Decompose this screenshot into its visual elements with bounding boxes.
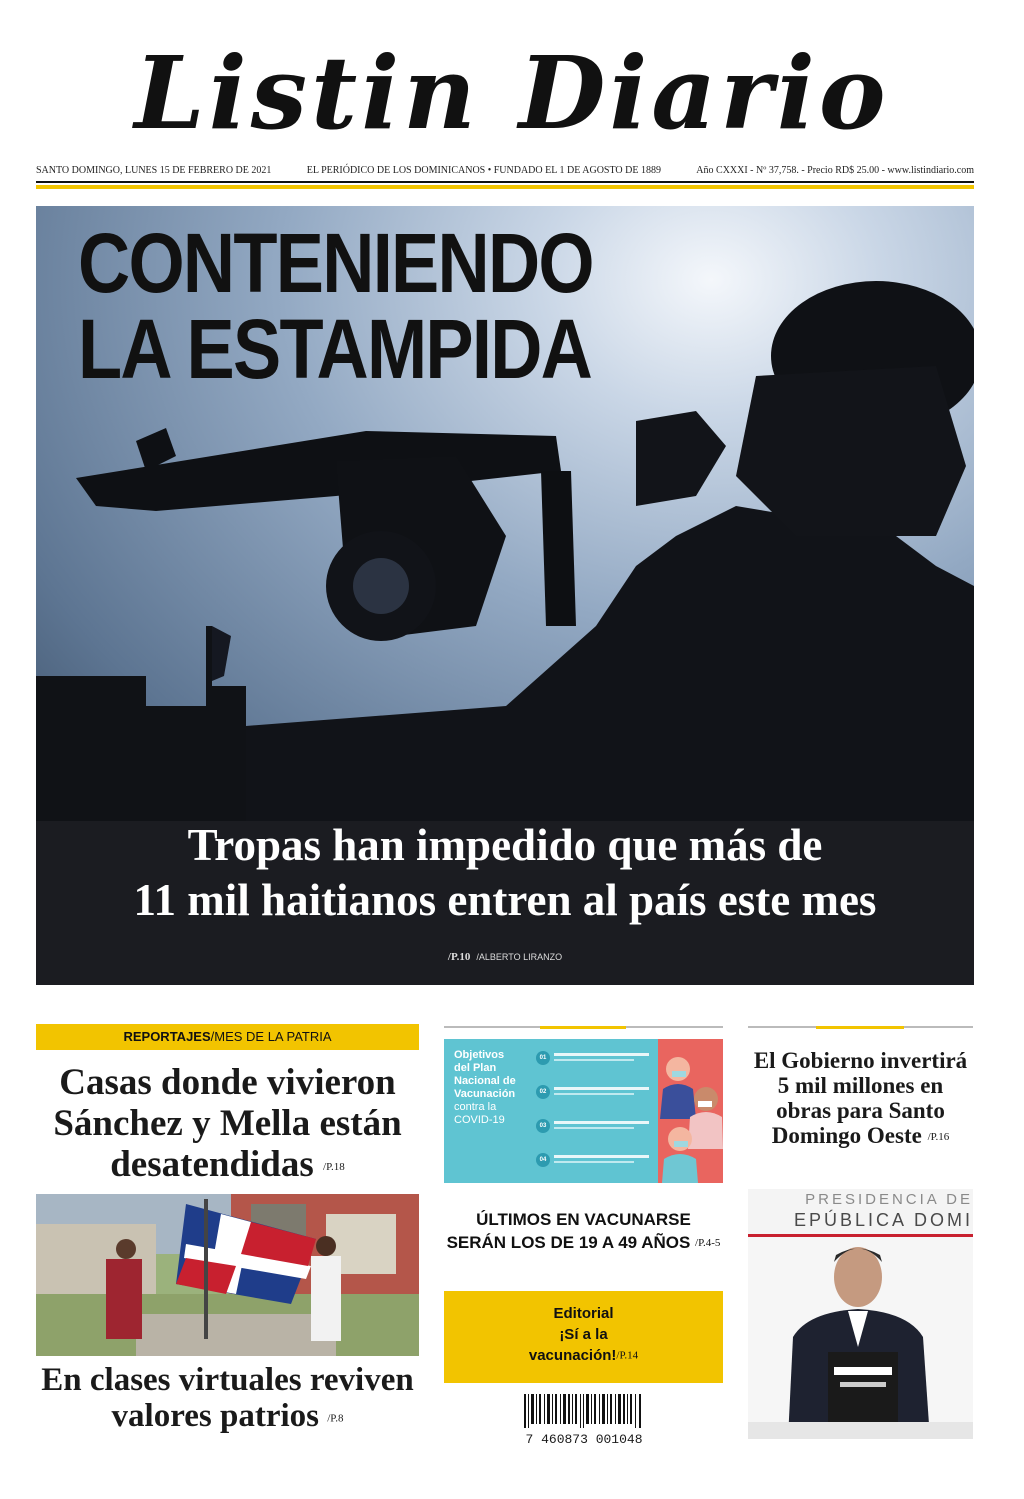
- barcode-number: 7 460873 001048: [525, 1432, 643, 1447]
- kicker-topic: /MES DE LA PATRIA: [210, 1029, 332, 1044]
- masthead-rule: [36, 181, 974, 183]
- infographic-title-6: COVID-19: [454, 1114, 505, 1126]
- left-page-ref: /P.18: [323, 1161, 345, 1174]
- right-page-ref: /P.16: [927, 1131, 950, 1144]
- lead-page-ref[interactable]: /P.10: [447, 951, 471, 963]
- infographic-title-4: Vacunación: [454, 1088, 516, 1100]
- lead-headline-line2: LA ESTAMPIDA: [78, 302, 592, 396]
- left-story-headline[interactable]: [36, 1062, 419, 1188]
- masthead-accent-rule: [36, 185, 974, 189]
- middle-column-accent: [540, 1026, 626, 1029]
- right-story-headline[interactable]: [748, 1048, 973, 1150]
- masthead-title: Listin Diario: [134, 34, 890, 152]
- objective-number: 01: [536, 1051, 550, 1065]
- infographic-objectives-list: [536, 1047, 656, 1177]
- infographic-title-1: Objetivos: [454, 1049, 505, 1061]
- editorial-box[interactable]: [444, 1291, 723, 1383]
- middle-story-headline[interactable]: [444, 1208, 723, 1255]
- lead-headline: [78, 216, 593, 396]
- masthead-info-bar: [36, 163, 974, 177]
- lead-subhead-line2: 11 mil haitianos entren al país este mes: [133, 875, 877, 925]
- lead-credit: [36, 951, 974, 963]
- middle-headline-line2: SERÁN LOS DE 19 A 49 AÑOS: [446, 1233, 691, 1252]
- left-story2-headline[interactable]: [36, 1362, 419, 1436]
- photo-credit: /ALBERTO LIRANZO: [476, 952, 563, 962]
- issue-info: Año CXXXI - Nº 37,758. - Precio RD$ 25.00 - www.listindiario.com: [696, 164, 974, 176]
- middle-page-ref: /P.4-5: [695, 1237, 721, 1250]
- tagline: EL PERIÓDICO DE LOS DOMINICANOS • FUNDADO EL 1 DE AGOSTO DE 1889: [306, 164, 661, 176]
- objective-number: 02: [536, 1085, 550, 1099]
- left-page-ref2: /P.8: [327, 1412, 344, 1425]
- editorial-line2: vacunación!: [528, 1347, 617, 1364]
- objective-number: 03: [536, 1119, 550, 1133]
- flag-ceremony-photo: [36, 1194, 419, 1356]
- right-column-accent: [816, 1026, 904, 1029]
- editorial-page-ref: /P.14: [616, 1349, 639, 1362]
- barcode: [522, 1394, 646, 1447]
- left-headline2-text: En clases virtuales reviven valores patrios: [41, 1362, 414, 1434]
- lead-headline-line1: CONTENIENDO: [78, 216, 593, 310]
- photo-backdrop-line2: EPÚBLICA DOMI: [793, 1210, 973, 1230]
- editorial-label: Editorial: [553, 1305, 614, 1322]
- kicker-section: REPORTAJES: [123, 1029, 211, 1044]
- vaccination-plan-infographic[interactable]: [444, 1039, 723, 1183]
- lead-subhead: [36, 818, 974, 928]
- infographic-title: [454, 1049, 539, 1127]
- left-headline-text: Casas donde vivieron Sánchez y Mella están desatendidas: [53, 1062, 402, 1185]
- barcode-bars: [522, 1394, 646, 1428]
- infographic-title-3: Nacional de: [454, 1075, 516, 1087]
- date-line: SANTO DOMINGO, LUNES 15 DE FEBRERO DE 2021: [36, 164, 272, 176]
- middle-headline-line1: ÚLTIMOS EN VACUNARSE: [476, 1210, 691, 1229]
- section-kicker: [36, 1024, 419, 1050]
- lead-story[interactable]: [36, 206, 974, 985]
- president-photo: [748, 1189, 973, 1439]
- infographic-title-5: contra la: [454, 1101, 497, 1113]
- photo-backdrop-line1: PRESIDENCIA DE: [805, 1191, 973, 1208]
- infographic-title-2: del Plan: [454, 1062, 497, 1074]
- editorial-line1: ¡Sí a la: [559, 1326, 608, 1343]
- lead-subhead-line1: Tropas han impedido que más de: [187, 820, 823, 870]
- objective-number: 04: [536, 1153, 550, 1167]
- right-headline-text: El Gobierno invertirá 5 mil millones en obras para Santo Domingo Oeste: [753, 1048, 968, 1148]
- masked-people-illustration: [658, 1039, 723, 1183]
